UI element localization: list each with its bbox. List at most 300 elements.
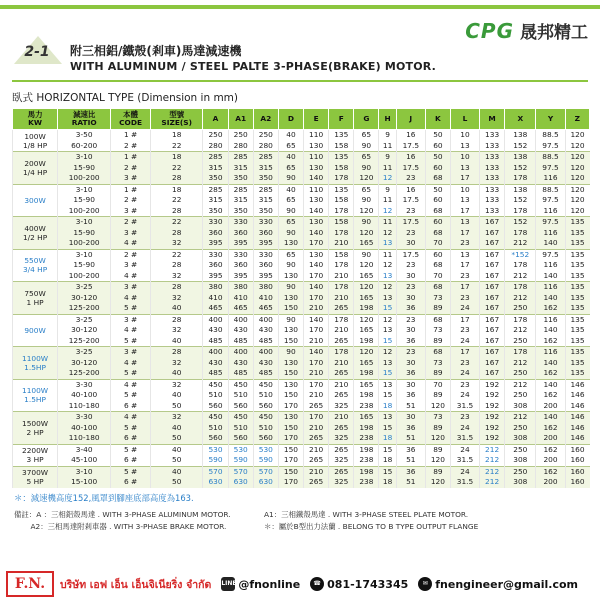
table-cell: 15-90 bbox=[58, 195, 111, 206]
table-cell: 410 bbox=[228, 293, 253, 304]
table-cell: 210 bbox=[304, 303, 329, 314]
table-cell: 135 bbox=[565, 347, 589, 358]
table-cell: 1 # bbox=[111, 184, 151, 195]
table-cell: 3-10 bbox=[58, 152, 111, 163]
table-cell: 2 # bbox=[111, 195, 151, 206]
table-cell: 5 # bbox=[111, 390, 151, 401]
column-header: A bbox=[203, 109, 228, 130]
table-cell: 140 bbox=[304, 347, 329, 358]
table-cell: 135 bbox=[565, 260, 589, 271]
table-cell: 120 bbox=[565, 206, 589, 217]
power-cell: 550W 3/4 HP bbox=[13, 249, 58, 282]
table-cell: 200 bbox=[536, 401, 565, 412]
table-cell: 5 # bbox=[111, 466, 151, 477]
table-cell: 50 bbox=[425, 130, 450, 141]
table-cell: 18 bbox=[379, 455, 396, 466]
table-cell: 510 bbox=[253, 390, 278, 401]
table-cell: 162 bbox=[536, 390, 565, 401]
table-row bbox=[13, 336, 590, 347]
table-cell: 89 bbox=[425, 444, 450, 455]
table-cell: 178 bbox=[505, 228, 536, 239]
table-cell: 325 bbox=[329, 477, 354, 488]
section-number: 2-1 bbox=[12, 36, 62, 66]
table-cell: 138 bbox=[505, 152, 536, 163]
table-cell: 560 bbox=[253, 401, 278, 412]
table-cell: 570 bbox=[253, 466, 278, 477]
table-cell: 15-90 bbox=[58, 228, 111, 239]
table-cell: 116 bbox=[536, 228, 565, 239]
table-cell: 3 # bbox=[111, 347, 151, 358]
table-cell: 3-25 bbox=[58, 314, 111, 325]
table-cell: 88.5 bbox=[536, 152, 565, 163]
table-row bbox=[13, 282, 590, 293]
table-cell: 32 bbox=[150, 412, 203, 423]
table-cell: 18 bbox=[150, 184, 203, 195]
table-cell: 285 bbox=[203, 152, 228, 163]
table-cell: 50 bbox=[150, 401, 203, 412]
table-cell: 88.5 bbox=[536, 184, 565, 195]
table-cell: 178 bbox=[329, 206, 354, 217]
table-cell: 250 bbox=[505, 423, 536, 434]
table-cell: 5 # bbox=[111, 336, 151, 347]
footer bbox=[0, 568, 600, 600]
table-cell: 212 bbox=[505, 271, 536, 282]
table-row bbox=[13, 163, 590, 174]
table-cell: 158 bbox=[329, 141, 354, 152]
table-cell: 135 bbox=[565, 303, 589, 314]
table-cell: 110-180 bbox=[58, 401, 111, 412]
table-cell: 360 bbox=[203, 228, 228, 239]
table-cell: 212 bbox=[505, 358, 536, 369]
table-cell: 23 bbox=[450, 379, 479, 390]
table-cell: 22 bbox=[150, 163, 203, 174]
table-cell: 450 bbox=[203, 379, 228, 390]
table-cell: 250 bbox=[253, 130, 278, 141]
table-cell: 90 bbox=[278, 228, 303, 239]
table-cell: 28 bbox=[150, 260, 203, 271]
table-cell: 133 bbox=[480, 130, 505, 141]
company-name: บริษัท เอฟ เอ็น เอ็นจิเนียริ่ง จำกัด bbox=[60, 578, 212, 591]
column-header: X bbox=[505, 109, 536, 130]
table-cell: 178 bbox=[505, 282, 536, 293]
table-cell: 210 bbox=[304, 444, 329, 455]
table-cell: 158 bbox=[329, 163, 354, 174]
table-cell: 51 bbox=[396, 401, 425, 412]
table-cell: 167 bbox=[480, 271, 505, 282]
line-contact[interactable]: LINE @fnonline bbox=[221, 577, 301, 591]
table-cell: 16 bbox=[396, 130, 425, 141]
table-cell: 162 bbox=[536, 444, 565, 455]
table-cell: 11 bbox=[379, 141, 396, 152]
table-cell: 40-100 bbox=[58, 423, 111, 434]
table-cell: 146 bbox=[565, 390, 589, 401]
table-cell: 15 bbox=[379, 303, 396, 314]
power-cell: 900W bbox=[13, 314, 58, 347]
table-cell: 23 bbox=[396, 260, 425, 271]
table-cell: 140 bbox=[536, 325, 565, 336]
table-cell: 13 bbox=[379, 379, 396, 390]
table-cell: 18 bbox=[150, 130, 203, 141]
table-cell: 65 bbox=[354, 130, 379, 141]
table-cell: 198 bbox=[354, 466, 379, 477]
table-cell: 198 bbox=[354, 423, 379, 434]
table-cell: 97.5 bbox=[536, 217, 565, 228]
table-cell: 170 bbox=[304, 238, 329, 249]
table-cell: 400 bbox=[203, 314, 228, 325]
table-cell: 30 bbox=[396, 271, 425, 282]
table-cell: 167 bbox=[480, 282, 505, 293]
table-cell: 167 bbox=[480, 249, 505, 260]
table-cell: 17.5 bbox=[396, 195, 425, 206]
phone-contact[interactable]: ☎ 081-1743345 bbox=[310, 577, 408, 591]
table-cell: 280 bbox=[253, 141, 278, 152]
table-cell: 11 bbox=[379, 163, 396, 174]
table-cell: 68 bbox=[425, 282, 450, 293]
table-cell: 238 bbox=[354, 477, 379, 488]
power-cell: 2200W 3 HP bbox=[13, 444, 58, 466]
table-cell: 130 bbox=[278, 379, 303, 390]
table-row bbox=[13, 368, 590, 379]
table-cell: 135 bbox=[565, 249, 589, 260]
table-cell: 40 bbox=[150, 466, 203, 477]
table-cell: 135 bbox=[329, 152, 354, 163]
table-cell: 100-200 bbox=[58, 206, 111, 217]
table-cell: 90 bbox=[278, 260, 303, 271]
table-cell: 36 bbox=[396, 368, 425, 379]
table-cell: 400 bbox=[228, 347, 253, 358]
table-cell: 3 # bbox=[111, 282, 151, 293]
table-cell: 280 bbox=[203, 141, 228, 152]
table-row bbox=[13, 228, 590, 239]
table-cell: 2 # bbox=[111, 217, 151, 228]
table-row bbox=[13, 271, 590, 282]
table-cell: 400 bbox=[203, 347, 228, 358]
table-cell: 160 bbox=[565, 466, 589, 477]
table-cell: 50 bbox=[425, 184, 450, 195]
table-cell: 65 bbox=[278, 195, 303, 206]
table-cell: 130 bbox=[304, 195, 329, 206]
table-cell: 3-10 bbox=[58, 217, 111, 228]
table-cell: 30 bbox=[396, 293, 425, 304]
table-cell: 238 bbox=[354, 401, 379, 412]
table-cell: 13 bbox=[450, 141, 479, 152]
table-cell: 130 bbox=[278, 358, 303, 369]
table-cell: 28 bbox=[150, 206, 203, 217]
table-cell: 430 bbox=[253, 358, 278, 369]
table-cell: 160 bbox=[565, 444, 589, 455]
table-row bbox=[13, 260, 590, 271]
table-cell: 133 bbox=[480, 206, 505, 217]
table-cell: 40 bbox=[150, 390, 203, 401]
table-cell: 152 bbox=[505, 163, 536, 174]
table-cell: 22 bbox=[150, 217, 203, 228]
table-cell: 238 bbox=[354, 455, 379, 466]
power-cell: 1100W 1.5HP bbox=[13, 347, 58, 380]
table-cell: 2 # bbox=[111, 163, 151, 174]
table-cell: 430 bbox=[228, 325, 253, 336]
table-cell: 192 bbox=[480, 401, 505, 412]
table-cell: 89 bbox=[425, 390, 450, 401]
table-cell: 50 bbox=[150, 455, 203, 466]
table-cell: 31.5 bbox=[450, 401, 479, 412]
table-cell: 140 bbox=[536, 293, 565, 304]
table-cell: 4 # bbox=[111, 358, 151, 369]
table-cell: 36 bbox=[396, 336, 425, 347]
table-cell: 17 bbox=[450, 347, 479, 358]
table-cell: 110 bbox=[304, 130, 329, 141]
table-cell: 330 bbox=[228, 217, 253, 228]
table-cell: 11 bbox=[379, 195, 396, 206]
table-cell: 13 bbox=[379, 293, 396, 304]
table-cell: 36 bbox=[396, 303, 425, 314]
table-cell: 68 bbox=[425, 314, 450, 325]
table-cell: 31.5 bbox=[450, 477, 479, 488]
table-cell: 116 bbox=[536, 347, 565, 358]
table-cell: 3 # bbox=[111, 173, 151, 184]
table-cell: 308 bbox=[505, 477, 536, 488]
table-cell: 178 bbox=[329, 260, 354, 271]
table-cell: 308 bbox=[505, 455, 536, 466]
table-row bbox=[13, 401, 590, 412]
table-cell: 140 bbox=[304, 314, 329, 325]
table-cell: 90 bbox=[354, 249, 379, 260]
section-title-en: WITH ALUMINUM / STEEL PALTE 3-PHASE(BRAKE) MOTOR. bbox=[70, 60, 437, 73]
table-cell: 17.5 bbox=[396, 141, 425, 152]
table-cell: 395 bbox=[253, 238, 278, 249]
table-cell: 6 # bbox=[111, 401, 151, 412]
table-cell: 3 # bbox=[111, 314, 151, 325]
table-row bbox=[13, 379, 590, 390]
table-cell: 150 bbox=[278, 466, 303, 477]
table-cell: 17 bbox=[450, 260, 479, 271]
table-cell: 3 # bbox=[111, 260, 151, 271]
table-cell: 30 bbox=[396, 412, 425, 423]
column-header: 減速比 RATIO bbox=[58, 109, 111, 130]
table-cell: 330 bbox=[253, 217, 278, 228]
table-cell: 22 bbox=[150, 141, 203, 152]
table-cell: 90 bbox=[278, 347, 303, 358]
table-cell: 212 bbox=[505, 379, 536, 390]
table-cell: 120 bbox=[425, 455, 450, 466]
table-cell: 133 bbox=[480, 141, 505, 152]
table-cell: 68 bbox=[425, 228, 450, 239]
table-cell: 250 bbox=[228, 130, 253, 141]
table-cell: 17.5 bbox=[396, 217, 425, 228]
table-cell: 65 bbox=[354, 152, 379, 163]
table-row bbox=[13, 314, 590, 325]
table-cell: 100-200 bbox=[58, 238, 111, 249]
table-cell: 200 bbox=[536, 455, 565, 466]
table-cell: 110 bbox=[304, 152, 329, 163]
table-cell: 410 bbox=[253, 293, 278, 304]
table-cell: 590 bbox=[253, 455, 278, 466]
table-cell: 73 bbox=[425, 412, 450, 423]
table-cell: 12 bbox=[379, 314, 396, 325]
table-cell: 23 bbox=[396, 173, 425, 184]
table-cell: 5 # bbox=[111, 303, 151, 314]
table-cell: 212 bbox=[480, 455, 505, 466]
table-cell: 167 bbox=[480, 358, 505, 369]
table-cell: 30 bbox=[396, 358, 425, 369]
table-cell: 250 bbox=[505, 390, 536, 401]
table-cell: 530 bbox=[228, 444, 253, 455]
table-cell: 170 bbox=[304, 379, 329, 390]
table-cell: 465 bbox=[228, 303, 253, 314]
table-cell: 430 bbox=[203, 325, 228, 336]
table-cell: 265 bbox=[329, 390, 354, 401]
table-cell: 17 bbox=[450, 282, 479, 293]
table-cell: 2 # bbox=[111, 249, 151, 260]
table-cell: 410 bbox=[203, 293, 228, 304]
table-cell: 40 bbox=[150, 423, 203, 434]
table-cell: 162 bbox=[536, 466, 565, 477]
table-row bbox=[13, 130, 590, 141]
table-cell: 11 bbox=[379, 249, 396, 260]
table-cell: 90 bbox=[278, 173, 303, 184]
table-cell: 120 bbox=[354, 282, 379, 293]
table-row bbox=[13, 444, 590, 455]
column-header: K bbox=[425, 109, 450, 130]
table-cell: 120 bbox=[565, 195, 589, 206]
table-cell: 40 bbox=[150, 368, 203, 379]
table-cell: 170 bbox=[304, 358, 329, 369]
table-cell: 140 bbox=[304, 282, 329, 293]
table-cell: 31.5 bbox=[450, 433, 479, 444]
table-cell: 400 bbox=[228, 314, 253, 325]
table-cell: 192 bbox=[480, 412, 505, 423]
table-cell: 330 bbox=[228, 249, 253, 260]
table-cell: 11 bbox=[379, 217, 396, 228]
table-cell: 167 bbox=[480, 260, 505, 271]
table-cell: 65 bbox=[278, 217, 303, 228]
table-row bbox=[13, 466, 590, 477]
table-cell: 130 bbox=[278, 271, 303, 282]
email-contact[interactable]: ✉ fnengineer@gmail.com bbox=[418, 577, 578, 591]
table-cell: 70 bbox=[425, 271, 450, 282]
table-cell: 485 bbox=[253, 336, 278, 347]
table-cell: 73 bbox=[425, 293, 450, 304]
table-cell: 90 bbox=[354, 141, 379, 152]
table-cell: 133 bbox=[480, 195, 505, 206]
table-cell: 36 bbox=[396, 466, 425, 477]
table-cell: 250 bbox=[505, 303, 536, 314]
table-cell: 13 bbox=[379, 412, 396, 423]
table-cell: 22 bbox=[150, 195, 203, 206]
table-cell: 212 bbox=[480, 477, 505, 488]
table-cell: 65 bbox=[278, 141, 303, 152]
table-cell: 23 bbox=[450, 271, 479, 282]
table-cell: 210 bbox=[304, 423, 329, 434]
table-cell: 158 bbox=[329, 195, 354, 206]
table-cell: 170 bbox=[304, 325, 329, 336]
table-cell: 89 bbox=[425, 466, 450, 477]
table-cell: 15 bbox=[379, 390, 396, 401]
table-cell: 210 bbox=[329, 379, 354, 390]
table-cell: 152 bbox=[505, 141, 536, 152]
table-cell: 212 bbox=[480, 444, 505, 455]
table-cell: 212 bbox=[505, 412, 536, 423]
table-cell: 285 bbox=[253, 152, 278, 163]
table-cell: 465 bbox=[203, 303, 228, 314]
table-cell: 350 bbox=[228, 206, 253, 217]
table-cell: 30-120 bbox=[58, 358, 111, 369]
table-cell: 167 bbox=[480, 303, 505, 314]
table-cell: 36 bbox=[396, 390, 425, 401]
brand bbox=[465, 18, 588, 43]
table-cell: 162 bbox=[536, 303, 565, 314]
table-cell: 160 bbox=[565, 477, 589, 488]
table-cell: 17 bbox=[450, 206, 479, 217]
table-cell: 178 bbox=[329, 314, 354, 325]
table-cell: 3-50 bbox=[58, 130, 111, 141]
table-cell: 40 bbox=[150, 336, 203, 347]
table-row bbox=[13, 238, 590, 249]
table-cell: 395 bbox=[228, 271, 253, 282]
table-cell: 315 bbox=[228, 195, 253, 206]
table-cell: 212 bbox=[505, 238, 536, 249]
table-cell: 60-200 bbox=[58, 141, 111, 152]
table-cell: 167 bbox=[480, 238, 505, 249]
table-cell: 198 bbox=[354, 368, 379, 379]
table-cell: 3 # bbox=[111, 228, 151, 239]
table-cell: 120 bbox=[565, 152, 589, 163]
column-header: 本體 CODE bbox=[111, 109, 151, 130]
table-cell: 325 bbox=[329, 433, 354, 444]
table-cell: 6 # bbox=[111, 477, 151, 488]
line-icon: LINE bbox=[221, 577, 235, 591]
table-row bbox=[13, 293, 590, 304]
table-cell: 285 bbox=[203, 184, 228, 195]
power-cell: 400W 1/2 HP bbox=[13, 217, 58, 250]
table-cell: 167 bbox=[480, 217, 505, 228]
table-cell: 23 bbox=[450, 293, 479, 304]
power-cell: 1500W 2 HP bbox=[13, 412, 58, 445]
table-cell: 3 # bbox=[111, 206, 151, 217]
table-cell: 570 bbox=[228, 466, 253, 477]
table-cell: 18 bbox=[379, 433, 396, 444]
table-cell: 140 bbox=[304, 260, 329, 271]
table-cell: 23 bbox=[396, 347, 425, 358]
table-cell: 162 bbox=[536, 423, 565, 434]
table-cell: 125-200 bbox=[58, 368, 111, 379]
table-cell: 135 bbox=[565, 217, 589, 228]
table-cell: 130 bbox=[278, 293, 303, 304]
table-cell: 40 bbox=[278, 152, 303, 163]
table-cell: 198 bbox=[354, 336, 379, 347]
table-cell: 6 # bbox=[111, 433, 151, 444]
table-cell: 13 bbox=[379, 358, 396, 369]
table-cell: 146 bbox=[565, 379, 589, 390]
table-cell: 40 bbox=[150, 303, 203, 314]
table-cell: 120 bbox=[354, 260, 379, 271]
table-cell: 23 bbox=[396, 314, 425, 325]
cpg-logo: CPG bbox=[465, 18, 514, 43]
table-cell: 165 bbox=[354, 238, 379, 249]
table-cell: 178 bbox=[505, 206, 536, 217]
table-cell: 3-30 bbox=[58, 412, 111, 423]
table-cell: 170 bbox=[304, 271, 329, 282]
table-row bbox=[13, 195, 590, 206]
table-cell: 60 bbox=[425, 141, 450, 152]
table-cell: 150 bbox=[278, 303, 303, 314]
table-cell: 28 bbox=[150, 228, 203, 239]
table-cell: 167 bbox=[480, 293, 505, 304]
table-cell: 178 bbox=[329, 228, 354, 239]
table-cell: 510 bbox=[253, 423, 278, 434]
table-cell: 430 bbox=[253, 325, 278, 336]
table-cell: 210 bbox=[304, 336, 329, 347]
table-cell: 23 bbox=[396, 206, 425, 217]
